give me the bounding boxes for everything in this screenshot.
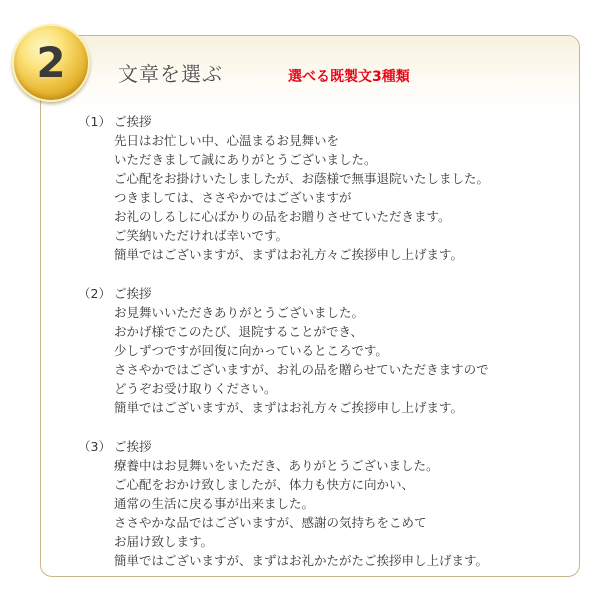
- section-title: 文章を選ぶ: [118, 62, 223, 86]
- step-number-badge: [12, 24, 90, 102]
- greeting-list: [78, 112, 578, 590]
- greeting-line: ご笑納いただければ幸いです。: [114, 228, 289, 243]
- greeting-line: いただきまして誠にありがとうございました。: [114, 152, 377, 167]
- greeting-line: ささやかな品ではございますが、感謝の気持ちをこめて: [114, 515, 427, 530]
- greeting-title: ご挨拶: [114, 286, 152, 301]
- greeting-line: 通常の生活に戻る事が出来ました。: [114, 496, 315, 511]
- step-number: 2: [36, 38, 66, 87]
- greeting-line: お見舞いいただきありがとうございました。: [114, 305, 365, 320]
- greeting-option-2: [78, 284, 578, 417]
- greeting-line: お礼のしるしに心ばかりの品をお贈りさせていただきます。: [114, 209, 451, 224]
- greeting-line: おかげ様でこのたび、退院することができ、: [114, 324, 364, 339]
- greeting-line: 少しずつですが回復に向かっているところです。: [114, 343, 388, 358]
- greeting-line: 簡単ではございますが、まずはお礼方々ご挨拶申し上げます。: [114, 400, 464, 415]
- section-subtitle: 選べる既製文3種類: [288, 69, 410, 85]
- greeting-line: ご心配をおかけ致しましたが、体力も快方に向かい、: [114, 477, 415, 492]
- greeting-line: 簡単ではございますが、まずはお礼かたがたご挨拶申し上げます。: [114, 553, 489, 568]
- greeting-option-1: [78, 112, 578, 264]
- greeting-line: 療養中はお見舞いをいただき、ありがとうございました。: [114, 458, 439, 473]
- greeting-line: ささやかではございますが、お礼の品を贈らせていただきますので: [114, 362, 489, 377]
- greeting-line: お届け致します。: [114, 534, 214, 549]
- greeting-title: ご挨拶: [114, 114, 152, 129]
- greeting-number: （1）: [78, 114, 111, 129]
- greeting-line: つきましては、ささやかではございますが: [114, 190, 352, 205]
- greeting-option-3: [78, 437, 578, 570]
- greeting-number: （3）: [78, 439, 111, 454]
- greeting-number: （2）: [78, 286, 111, 301]
- greeting-line: 先日はお忙しい中、心温まるお見舞いを: [114, 133, 340, 148]
- greeting-title: ご挨拶: [114, 439, 152, 454]
- greeting-line: どうぞお受け取りください。: [114, 381, 277, 396]
- greeting-line: ご心配をお掛けいたしましたが、お蔭様で無事退院いたしました。: [114, 171, 490, 186]
- greeting-line: 簡単ではございますが、まずはお礼方々ご挨拶申し上げます。: [114, 247, 464, 262]
